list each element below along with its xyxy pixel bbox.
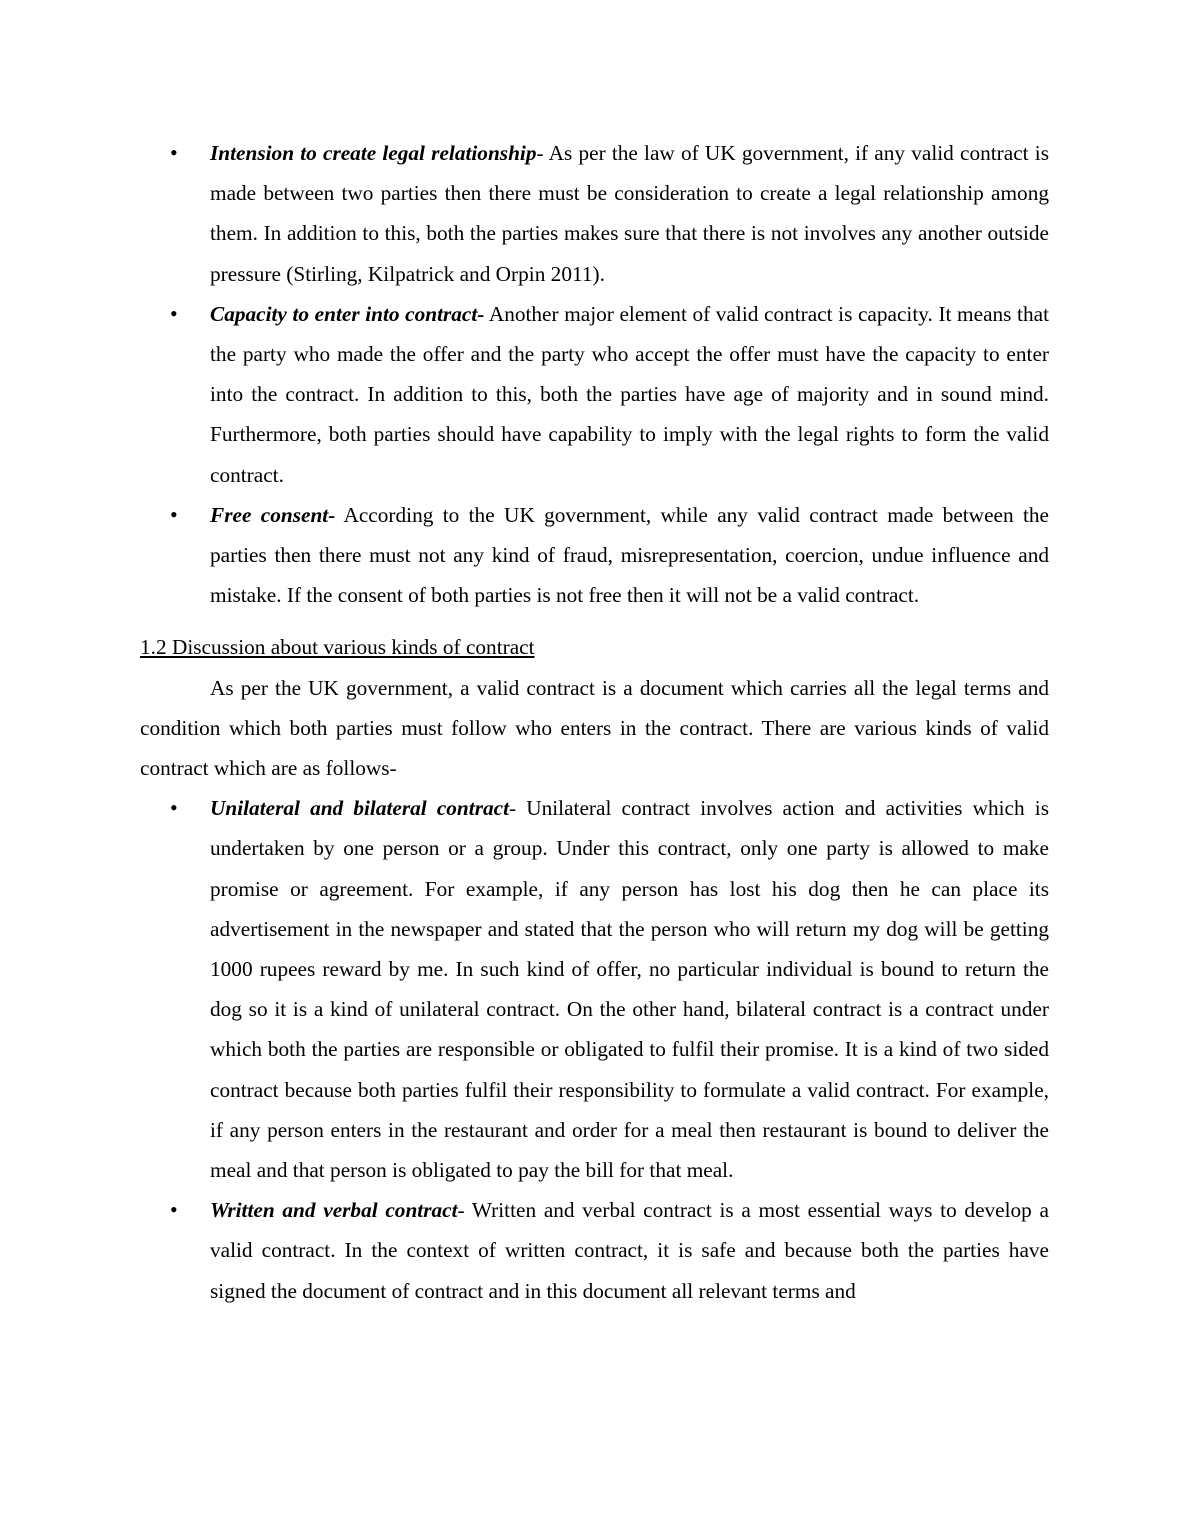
bullet-icon: • [170,501,178,527]
list-item [140,1190,1049,1311]
item-lead: Unilateral and bilateral contract [210,796,509,821]
item-text: Another major element of valid contract is capacity. It means that the party who made the offer and the party who accept the offer must have the capacity to enter into the contract. In addition to this, both the parties have age of majority and in sound mind. Furthermore, both parties should have capability to imply with the legal rights to form the valid contract. [210,301,1049,487]
item-lead: Written and verbal contract [210,1198,458,1223]
item-lead: Intension to create legal relationship [210,141,537,165]
item-lead: Free consent- [210,502,336,527]
list-item [140,495,1049,616]
contract-kinds-list [140,788,1049,1311]
list-item [140,294,1049,495]
bullet-icon: • [170,1197,178,1223]
section-intro: As per the UK government, a valid contract is a document which carries all the legal terms and condition which both parties must follow who enters in the contract. There are various kinds of valid contract which are as follows- [140,675,1049,781]
section-heading: 1.2 Discussion about various kinds of contract [140,635,535,660]
item-dash: - [536,141,544,165]
document-page [140,133,1049,1311]
list-item [140,133,1049,294]
bullet-icon: • [170,795,178,821]
bullet-icon: • [170,140,178,165]
list-item [140,788,1049,1190]
item-dash: - [457,1198,465,1223]
elements-list [140,133,1049,615]
item-text: Written and verbal contract is a most essential ways to develop a valid contract. In the context of written contract, it is safe and because both the parties have signed the document of contract and in this document all relevant terms and [210,1198,1049,1303]
item-dash: - [509,796,517,821]
item-text: Unilateral contract involves action and activities which is undertaken by one person or a group. Under this contract, only one party is allowed to make promise or agreement. For example, if any person has lost his dog then he can place its advertisement in the newspaper and stated that the person who will return my dog will be getting 1000 rupees reward by me. In such kind of offer, no particular individual is bound to return the dog so it is a kind of unilateral contract. On the other hand, bilateral contract is a contract under which both the parties are responsible or obligated to fulfil their promise. It is a kind of two sided contract because both parties fulfil their responsibility to formulate a valid contract. For example, if any person enters in the restaurant and order for a meal then restaurant is bound to deliver the meal and that person is obligated to pay the bill for that meal. [210,796,1049,1183]
item-text: According to the UK government, while any valid contract made between the parties then there must not any kind of fraud, misrepresentation, coercion, undue influence and mistake. If the consent of both parties is not free then it will not be a valid contract. [210,502,1049,608]
item-text: As per the law of UK government, if any valid contract is made between two parties then there must be consideration to create a legal relationship among them. In addition to this, both the parties makes sure that there is not involves any another outside pressure (Stirling, Kilpatrick and Orpin 2011). [210,141,1049,286]
bullet-icon: • [170,300,178,326]
item-lead: Capacity to enter into contract- [210,301,485,326]
